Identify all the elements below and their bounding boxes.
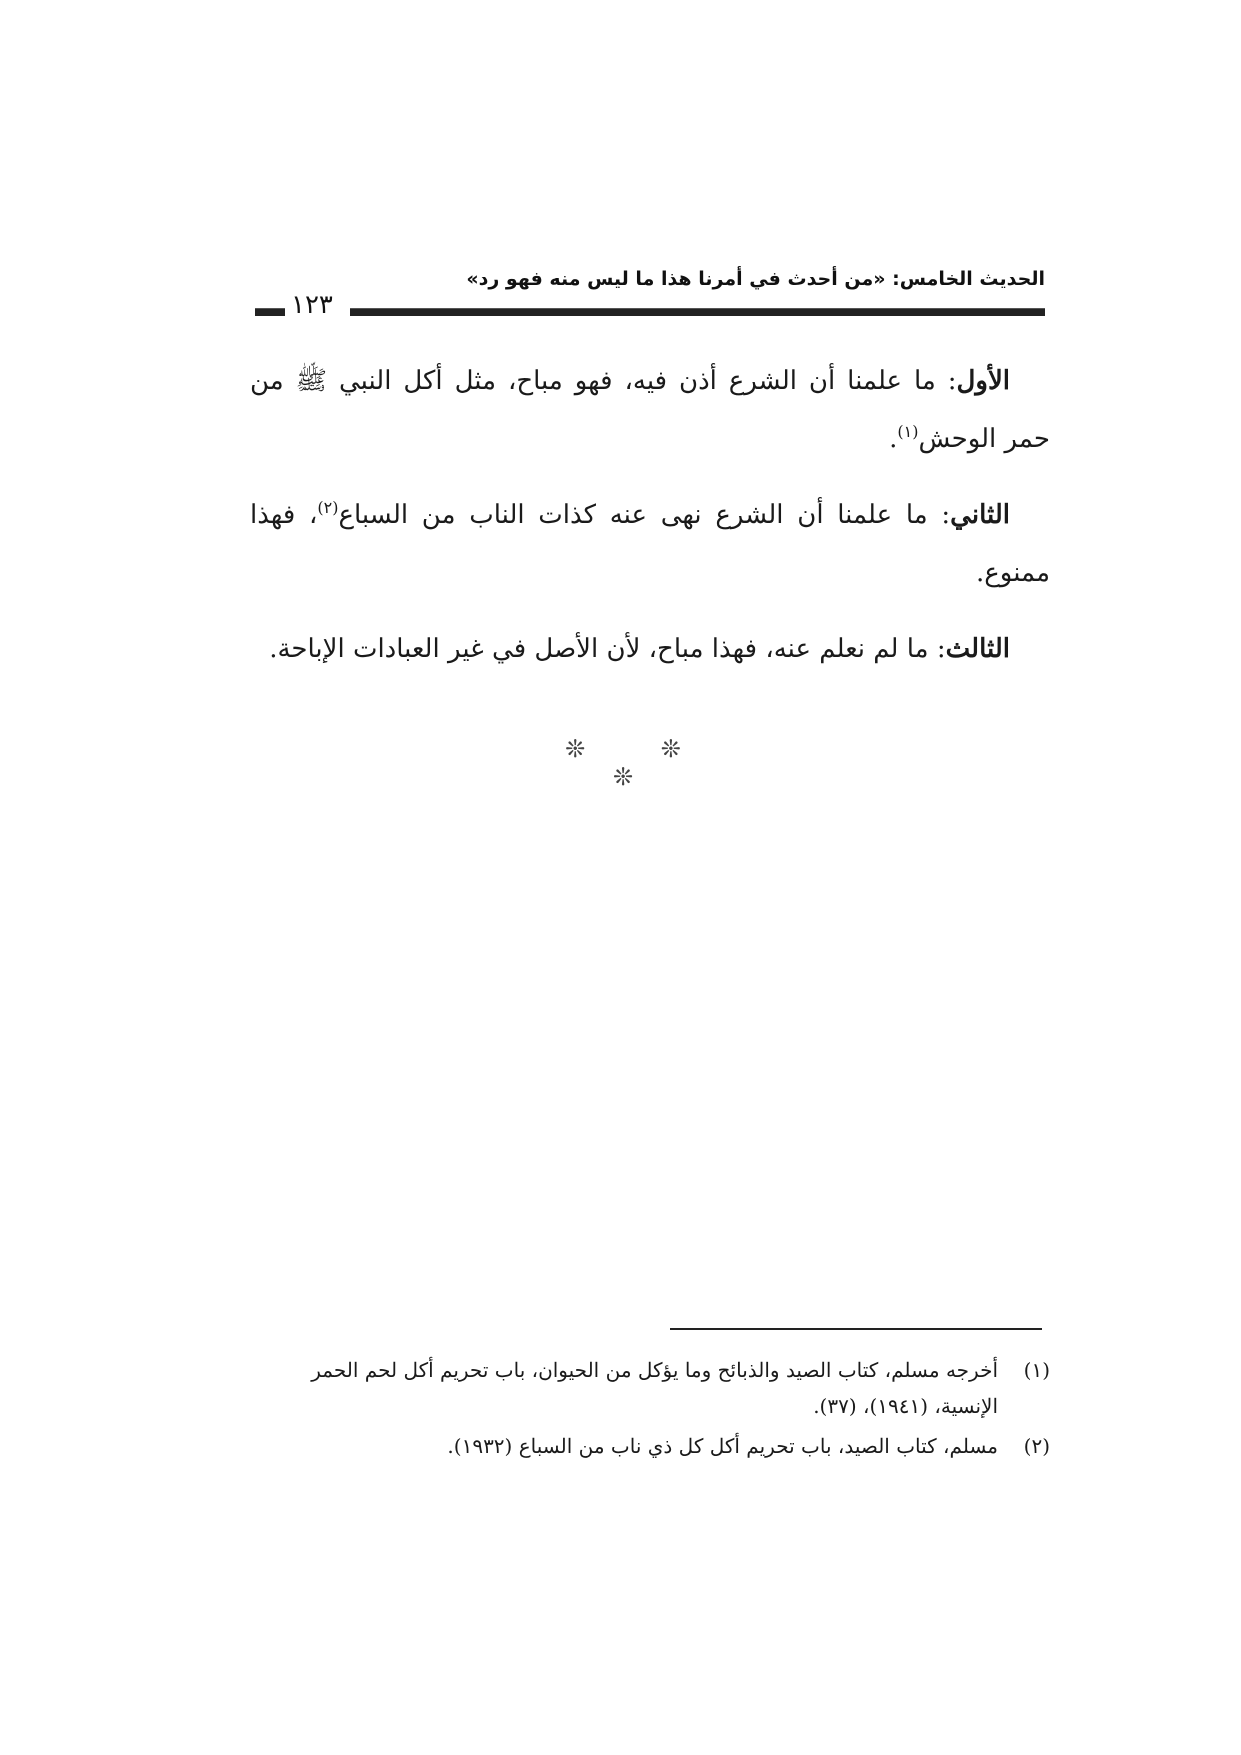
- footnote-number: (١): [1023, 1358, 1050, 1382]
- footnote-divider: [670, 1328, 1042, 1330]
- paragraph-lead: الأول: [956, 366, 1010, 396]
- footnote-text: مسلم، كتاب الصيد، باب تحريم أكل كل ذي ناب من السباع (١٩٣٢).: [447, 1434, 998, 1458]
- footnote-text: أخرجه مسلم، كتاب الصيد والذبائح وما يؤكل من الحيوان، باب تحريم أكل لحم الحمر الإنسية، (١٩٤١)، (٣٧).: [311, 1358, 998, 1418]
- header-rule-left: [255, 308, 285, 316]
- footnote-ref[interactable]: (٢): [317, 498, 339, 517]
- section-separator: ❊ ❊ ❊: [565, 735, 715, 791]
- paragraph-text: : ما علمنا أن الشرع نهى عنه كذات الناب من السباع: [338, 500, 951, 530]
- paragraph-text: : ما علمنا أن الشرع أذن فيه، فهو مباح، مثل أكل النبي ﷺ من حمر الوحش: [250, 366, 1050, 454]
- paragraph-second: [250, 486, 1050, 602]
- footnote-item: [250, 1428, 1050, 1464]
- running-header: [255, 268, 1045, 320]
- paragraph-first: [250, 352, 1050, 468]
- paragraph-text: : ما لم نعلم عنه، فهذا مباح، لأن الأصل في غير العبادات الإباحة.: [269, 634, 946, 664]
- page-number: ١٢٣: [291, 290, 333, 320]
- paragraph-third: [250, 620, 1050, 678]
- paragraph-lead: الثالث: [945, 634, 1010, 664]
- header-rule: [350, 308, 1045, 316]
- paragraph-text-end: ، فهذا ممنوع.: [250, 500, 1050, 588]
- footnote-number: (٢): [1023, 1434, 1050, 1458]
- main-text: [250, 352, 1050, 696]
- footnote-ref[interactable]: (١): [897, 422, 919, 441]
- header-title: الحديث الخامس: «من أحدث في أمرنا هذا ما ليس منه فهو رد»: [466, 268, 1045, 290]
- paragraph-text-end: .: [889, 424, 898, 454]
- footnote-item: [250, 1352, 1050, 1424]
- footnotes: [250, 1352, 1050, 1468]
- paragraph-lead: الثاني: [950, 500, 1010, 530]
